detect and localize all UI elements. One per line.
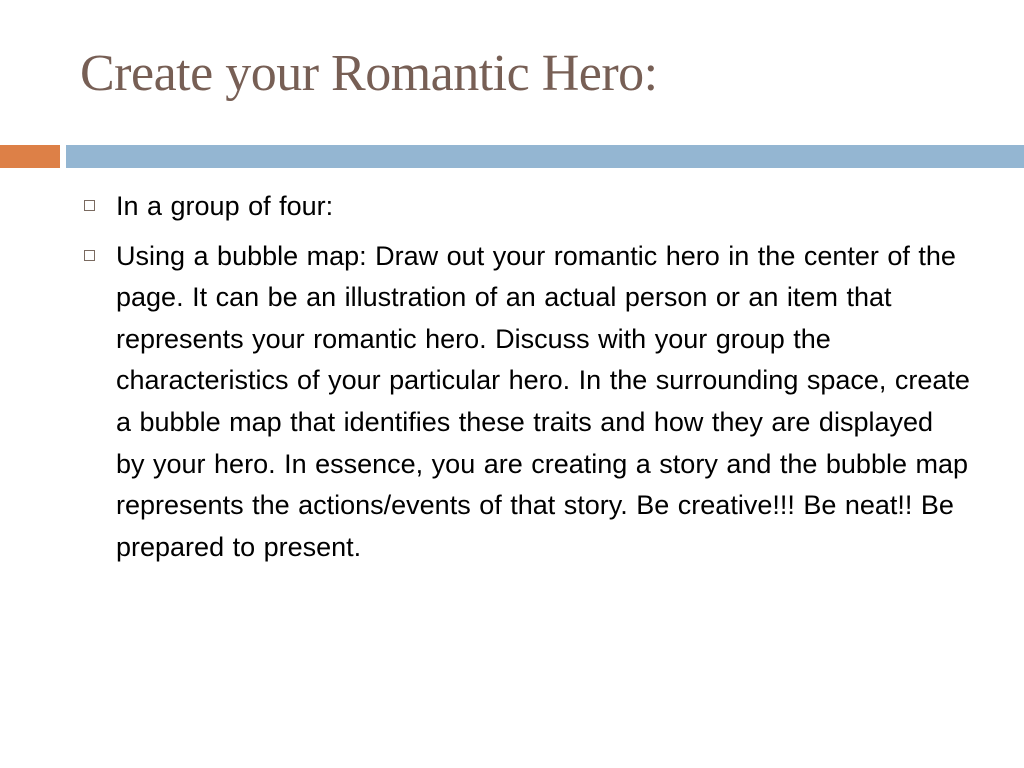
slide-title: Create your Romantic Hero:: [80, 45, 658, 102]
hollow-square-bullet-icon: [84, 250, 95, 261]
bullet-item: [80, 186, 970, 228]
hollow-square-bullet-icon: [84, 200, 95, 211]
bullet-item: [80, 236, 970, 569]
bullet-list: [80, 186, 970, 576]
title-accent-bar-orange: [0, 145, 60, 168]
bullet-text: Using a bubble map: Draw out your romantic hero in the center of the page. It can be an illustration of an actual person or an item that represents your romantic hero. Discuss with your group the characteristics of your particular hero. In the surrounding space, create a bubble map that identifies these traits and how they are displayed by your hero. In essence, you are creating a story and the bubble map represents the actions/events of that story. Be creative!!! Be neat!! Be prepared to present.: [116, 240, 970, 562]
title-accent-bar-blue: [66, 145, 1024, 168]
bullet-text: In a group of four:: [116, 191, 334, 221]
